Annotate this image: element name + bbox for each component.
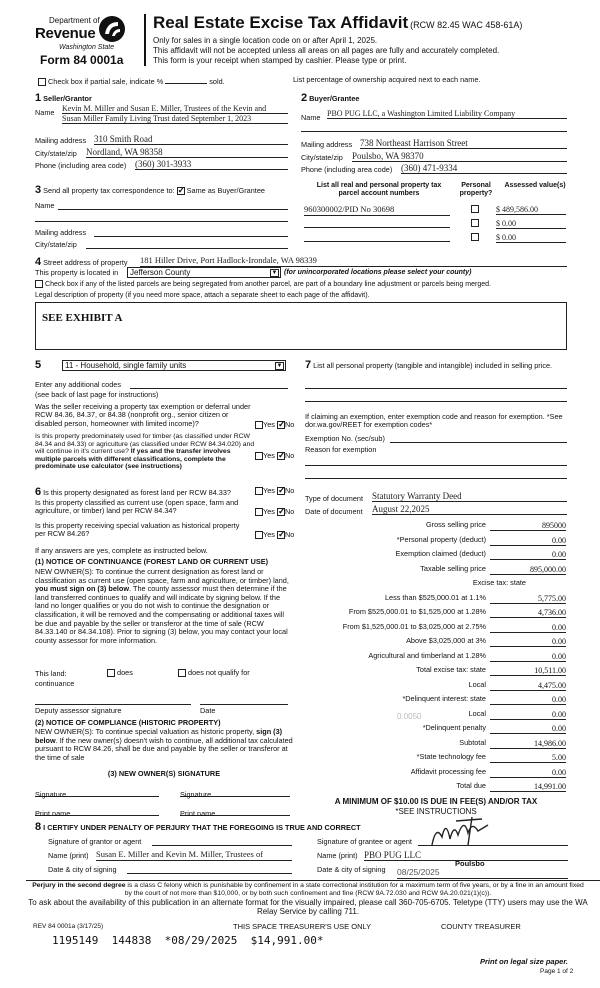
calc-label: From $525,000.01 to $1,525,000 at 1.28% <box>348 607 486 616</box>
calc-value[interactable]: 0.00 <box>490 623 566 633</box>
yes-label: Yes <box>263 451 275 460</box>
print-name-label-2: Print name <box>180 809 216 818</box>
county-treasurer-label: COUNTY TREASURER <box>441 922 521 931</box>
calc-value[interactable]: 0.00 <box>490 637 566 647</box>
grantee-date-city-label: Date & city of signing <box>317 865 386 874</box>
parcel-number-1[interactable]: 960300002/PID No 30698 <box>304 205 450 216</box>
sig-grantee-field[interactable] <box>418 845 568 846</box>
s6-q3-no-checkbox[interactable] <box>277 531 285 539</box>
perjury-bold: Perjury in the second degree <box>32 882 126 889</box>
perjury-rest: is a class C felony which is punishable by confinement in a state correctional institution for a maximum term of five years, or by a fine in an amount fixed by the court of not more than $10,000, or by both such confinement and fine (RCW 9A.72.030 and RCW 9A.20.021(1)(c)). <box>124 882 584 897</box>
s6-q1-answers <box>255 487 294 495</box>
s5-q2-text: Is this property predominately used for timber (as classified under RCW 84.34 and 84.33) or agriculture (as classified under RCW 84.34.020) and will continue in it's current use? <box>35 433 255 456</box>
no-label: No <box>284 451 295 460</box>
s7-number: 7 <box>305 359 312 371</box>
grantee-name-label: Name (print) <box>317 851 358 860</box>
no-label: No <box>284 486 295 495</box>
addl-codes-field[interactable] <box>130 388 288 389</box>
legal-description-box[interactable] <box>35 302 567 350</box>
reason-label: Reason for exemption <box>305 445 377 454</box>
alt-format-text: To ask about the availability of this publication in an alternate format for the visually impaired, please call 360-705-6705. Teletype (TTY) users may use the WA Relay Service by calling 711. <box>28 898 588 916</box>
calc-row <box>310 739 566 750</box>
dor-logo <box>33 14 128 58</box>
notice2-c: . If the new owner(s) doesn't wish to continue, all additional tax calculated pursuant to RCW 84.26, shall be due and payable by the seller or transferor at the time of sale <box>35 735 293 762</box>
corr-name-line2[interactable] <box>35 221 288 222</box>
s6-q1-row <box>35 486 231 499</box>
s7-text: List all personal property (tangible and intangible) included in selling price. <box>313 361 553 370</box>
s7-line1[interactable] <box>305 388 567 389</box>
calc-label: Gross selling price <box>425 520 486 529</box>
s6-q2-yes-checkbox[interactable] <box>255 508 263 516</box>
reason-line2[interactable] <box>305 478 567 479</box>
s6-q3-yes-checkbox[interactable] <box>255 531 263 539</box>
calc-label: Local <box>468 679 486 689</box>
calc-label: Taxable selling price <box>420 563 486 573</box>
calc-value[interactable]: 5,775.00 <box>490 594 566 604</box>
grantor-name-label: Name (print) <box>48 851 89 860</box>
seller-phone-label: Phone (including area code) <box>35 161 127 170</box>
buyer-section-label: Buyer/Grantee <box>309 94 360 103</box>
corr-mail-field[interactable] <box>94 236 288 237</box>
does-row <box>107 669 133 677</box>
notice3-title: (3) NEW OWNER(S) SIGNATURE <box>107 769 221 778</box>
buyer-phone-field[interactable]: (360) 471-9334 <box>401 163 567 174</box>
doc-date-field[interactable]: August 22,2025 <box>372 504 567 515</box>
exempt-no-label: Exemption No. (sec/sub) <box>305 434 385 443</box>
grantee-city: Poulsbo <box>455 859 485 868</box>
grantor-date-city-label: Date & city of signing <box>48 865 117 874</box>
calc-value[interactable]: 0.00 <box>490 536 566 546</box>
deputy-date-label: Date <box>200 706 216 715</box>
footer-divider <box>26 880 600 881</box>
partial-sale-label: Check box if partial sale, indicate % <box>48 77 164 86</box>
seller-section-label: Seller/Grantor <box>43 94 92 103</box>
s7-header <box>305 359 567 372</box>
calc-label: *Personal property (deduct) <box>396 534 486 544</box>
buyer-name-field[interactable]: PBO PUG LLC, a Washington Limited Liability Company <box>327 109 567 119</box>
addl-codes-note: (see back of last page for instructions) <box>35 390 159 399</box>
local-rate: 0.0050 <box>397 712 422 721</box>
s5-q1-no-checkbox[interactable] <box>277 421 285 429</box>
county-select[interactable] <box>127 267 281 278</box>
grantee-date-field[interactable]: 08/25/2025 <box>397 868 568 879</box>
located-label: This property is located in <box>35 268 119 277</box>
buyer-mail-field[interactable]: 738 Northeast Harrison Street <box>360 138 567 149</box>
county-note: (for unincorporated locations please select your county) <box>284 269 472 276</box>
seller-section-title <box>35 92 92 105</box>
grantee-name-field[interactable]: PBO PUG LLC <box>364 850 568 861</box>
s4-number: 4 <box>35 256 42 268</box>
buyer-section-title <box>301 92 359 105</box>
street-row <box>35 256 128 269</box>
calc-row <box>310 768 566 779</box>
reason-line1[interactable] <box>305 465 567 466</box>
calc-value[interactable]: 4,736.00 <box>490 608 566 618</box>
parcel-personal-checkbox-3[interactable] <box>471 233 479 241</box>
grantor-date-city-field[interactable] <box>127 873 292 874</box>
calc-label: Less than $525,000.01 at 1.1% <box>384 592 486 602</box>
parcel-header-assessed: Assessed value(s) <box>504 182 566 189</box>
corr-mail-label: Mailing address <box>35 228 87 237</box>
calc-value[interactable]: 14,986.00 <box>490 739 566 749</box>
calc-row <box>310 652 566 663</box>
notice1-c: . The county assessor must then determine if the land transferred continues to qualify and will indicate by signing below. If the land no longer qualifies or you do not wish to continue the designation or classification, it will be removed and the compensating or additional taxes will be due and payable by the seller or transferor at the time of sale (RCW 84.33.140 or 84.34.108). Prior to signing (3) below, you may contact your local county assessor for more information. <box>35 584 288 645</box>
calc-label: Agricultural and timberland at 1.28% <box>368 650 486 660</box>
s5-q1-yes-checkbox[interactable] <box>255 421 263 429</box>
s7-line2[interactable] <box>305 401 567 402</box>
s5-q2-answers <box>255 452 294 460</box>
buyer-mail-label: Mailing address <box>301 140 353 149</box>
chevron-down-icon[interactable]: ▼ <box>271 270 278 276</box>
calc-label: *Delinquent penalty <box>422 723 486 732</box>
calc-row <box>310 565 566 576</box>
calc-label: *State technology fee <box>416 752 486 761</box>
signature-label-2: Signature <box>180 790 212 799</box>
print-name-label-1: Print name <box>35 809 71 818</box>
notice1-b: you must sign on (3) below <box>35 584 130 594</box>
street-label: Street address of property <box>43 258 128 267</box>
notice1-a: NEW OWNER(S): To continue the current designation as forest land or classification as current use (open space, farm and agriculture, or timber) land, <box>35 567 289 585</box>
notice2-b: sign (3) below <box>35 727 283 745</box>
calc-row <box>310 536 566 547</box>
partial-sale-checkbox[interactable] <box>38 78 46 86</box>
calc-label: Above $3,025,000 at 3% <box>406 636 486 645</box>
perjury-text <box>28 882 588 898</box>
notice1-text <box>35 568 293 645</box>
calc-row <box>310 579 566 590</box>
notice2-title: (2) NOTICE OF COMPLIANCE (HISTORIC PROPERTY) <box>35 718 221 727</box>
s5-q1-answers <box>255 421 294 429</box>
street-field[interactable]: 181 Hiller Drive, Port Hadlock-Irondale, WA 98339 <box>140 256 567 267</box>
s5-q2-no-checkbox[interactable] <box>277 452 285 460</box>
calc-value[interactable]: 0.00 <box>490 768 566 778</box>
parcel-personal-checkbox-2[interactable] <box>471 219 479 227</box>
s6-q2-no-checkbox[interactable] <box>277 508 285 516</box>
s8-number: 8 <box>35 821 42 833</box>
calc-value[interactable]: 0.00 <box>490 652 566 662</box>
doesnot-row <box>178 669 250 677</box>
see-instructions: *SEE INSTRUCTIONS <box>395 807 477 816</box>
signature-label-1: Signature <box>35 790 67 799</box>
dor-emblem-icon <box>97 14 127 44</box>
seller-phone-field[interactable]: (360) 301-3933 <box>135 159 288 170</box>
parcel-number-2[interactable] <box>304 219 450 228</box>
legal-label: Legal description of property (if you need more space, attach a separate sheet to each page of the affidavit). <box>35 292 370 299</box>
no-label: No <box>284 420 295 429</box>
partial-sale-percent-field[interactable] <box>165 76 207 84</box>
header-sub1: Only for sales in a single location code on or after April 1, 2025. <box>153 36 378 45</box>
deputy-signature-label: Deputy assessor signature <box>35 706 122 715</box>
calc-label: Exemption claimed (deduct) <box>395 549 486 558</box>
header-sub3 <box>153 56 406 65</box>
form-title-text: Real Estate Excise Tax Affidavit <box>153 13 409 32</box>
calc-label: Affidavit processing fee <box>410 766 486 776</box>
calc-row <box>310 521 566 532</box>
calc-label: Local <box>468 708 486 718</box>
corr-city-field[interactable] <box>86 248 288 249</box>
calc-label: *Delinquent interest: state <box>402 694 486 703</box>
calc-value[interactable]: 0.00 <box>490 710 566 720</box>
seller-mail-label: Mailing address <box>35 136 87 145</box>
calc-value[interactable]: 0.00 <box>490 695 566 705</box>
calc-row <box>310 594 566 605</box>
yes-label: Yes <box>263 530 275 539</box>
buyer-name-line2[interactable] <box>301 131 567 132</box>
buyer-city-label: City/state/zip <box>301 153 343 162</box>
legal-description-text: SEE EXHIBIT A <box>42 312 123 324</box>
calc-value[interactable]: 5.00 <box>490 753 566 763</box>
s6-q2-answers <box>255 508 294 516</box>
parcel-header-numbers: List all real and personal property tax parcel account numbers <box>316 182 442 198</box>
buyer-section-number: 2 <box>301 92 308 104</box>
parcel-assessed-2[interactable]: $ 0.00 <box>496 219 566 229</box>
s5-q2 <box>35 433 257 471</box>
corr-text: Send all property tax correspondence to: <box>43 186 175 195</box>
header-sub3-text: This form is your receipt when stamped by cashier. Please type or print. <box>153 56 407 65</box>
doc-type-label: Type of document <box>305 494 364 503</box>
calc-label: Subtotal <box>459 737 486 747</box>
parcel-personal-checkbox-1[interactable] <box>471 205 479 213</box>
segregated-row <box>35 280 491 289</box>
s6-q1-no-checkbox[interactable] <box>277 487 285 495</box>
calc-value[interactable]: 895000 <box>490 521 566 531</box>
notice2-text <box>35 728 293 762</box>
ownership-note: List percentage of ownership acquired next to each name. <box>293 75 481 84</box>
notice2-a: NEW OWNER(S): To continue special valuation as historic property, <box>35 727 257 736</box>
yes-label: Yes <box>263 507 275 516</box>
corr-name-label: Name <box>35 201 55 210</box>
does-label: does <box>117 668 133 677</box>
corr-section-number: 3 <box>35 184 42 196</box>
calc-value[interactable]: 10,511.00 <box>490 666 566 676</box>
dept-line2: Revenue <box>35 25 96 42</box>
sig-grantee-label: Signature of grantee or agent <box>317 837 412 846</box>
yes-label: Yes <box>263 486 275 495</box>
calc-label: Excise tax: state <box>472 578 526 587</box>
same-as-buyer-label: Same as Buyer/Grantee <box>186 186 265 195</box>
thisland-label: This land: <box>35 669 67 678</box>
calc-row <box>310 782 566 793</box>
calc-value[interactable]: 895,000.00 <box>490 565 566 575</box>
calc-label: From $1,525,000.01 to $3,025,000 at 2.75% <box>342 621 486 631</box>
legal-paper-note: Print on legal size paper. <box>480 957 568 966</box>
dept-line3: Washington State <box>59 44 115 51</box>
segregated-checkbox[interactable] <box>35 280 43 288</box>
notice1-title: (1) NOTICE OF CONTINUANCE (FOREST LAND OR CURRENT USE) <box>35 557 269 566</box>
s5-q1: Was the seller receiving a property tax exemption or deferral under RCW 84.36, 84.37, or 84.38 (nonprofit org., senior citizen or disabled person, homeowner with limited income)? <box>35 402 251 428</box>
buyer-city-field[interactable]: Poulsbo, WA 98370 <box>352 151 567 162</box>
sig-grantor-label: Signature of grantor or agent <box>48 837 142 846</box>
grantor-name-field[interactable]: Susan E. Miller and Kevin M. Miller, Trustees of <box>96 850 292 861</box>
calc-value[interactable]: 0.00 <box>490 550 566 560</box>
parcel-number-3[interactable] <box>304 233 450 242</box>
s6-q1: Is this property designated as forest land per RCW 84.33? <box>43 488 231 497</box>
s5-q2-yes-checkbox[interactable] <box>255 452 263 460</box>
calc-label: Total excise tax: state <box>416 665 486 674</box>
seller-city-label: City/state/zip <box>35 149 77 158</box>
seller-mail-field[interactable]: 310 Smith Road <box>94 134 288 145</box>
s5-number: 5 <box>35 359 42 371</box>
calc-row <box>310 666 566 677</box>
calc-value[interactable]: 0.00 <box>490 724 566 734</box>
seller-section-number: 1 <box>35 92 42 104</box>
partial-sale-row <box>38 76 225 86</box>
buyer-phone-label: Phone (including area code) <box>301 165 393 174</box>
yes-label: Yes <box>263 420 275 429</box>
sig-grantor-field[interactable] <box>152 845 292 846</box>
s6-q3: Is this property receiving special valuation as historical property per RCW 84.26? <box>35 521 240 539</box>
does-checkbox[interactable] <box>107 669 115 677</box>
same-as-buyer-checkbox[interactable] <box>177 187 185 195</box>
calc-row <box>310 637 566 648</box>
form-title <box>153 13 522 33</box>
doesnot-label: does not qualify for <box>188 668 250 677</box>
seller-name-line1[interactable]: Kevin M. Miller and Susan E. Miller, Trustees of the Kevin and <box>62 104 288 114</box>
s8-title: I CERTIFY UNDER PENALTY OF PERJURY THAT THE FOREGOING IS TRUE AND CORRECT <box>43 823 361 832</box>
buyer-name-label: Name <box>301 113 321 122</box>
s6-q2: Is this property classified as current use (open space, farm and agriculture, or timber) land per RCW 84.34? <box>35 498 239 516</box>
corr-name-field[interactable] <box>58 209 288 210</box>
land-use-select-value: 11 - Household, single family units <box>65 361 187 370</box>
exempt-text: If claiming an exemption, enter exemption code and reason for exemption. *See dor.wa.gov/REET for exemption codes* <box>305 412 563 430</box>
calc-row <box>310 681 566 692</box>
calc-row <box>310 695 566 706</box>
s5-q2-bold: If yes and the transfer involves multiple parcels with different classifications, complete the predominate use calculator (see instructions) <box>35 448 231 471</box>
no-label: No <box>284 507 295 516</box>
calc-row <box>310 710 566 721</box>
deputy-date-line[interactable] <box>200 704 288 705</box>
addl-codes-label: Enter any additional codes <box>35 380 121 389</box>
calc-value[interactable]: 14,991.00 <box>490 782 566 792</box>
no-label: No <box>284 530 295 539</box>
calc-row <box>310 753 566 764</box>
page-number: Page 1 of 2 <box>540 968 574 975</box>
county-select-value: Jefferson County <box>130 268 191 277</box>
parcel-assessed-1[interactable]: $ 489,586.00 <box>496 205 566 215</box>
calc-row <box>310 623 566 634</box>
exempt-no-field[interactable] <box>390 442 567 443</box>
parcel-assessed-3[interactable]: $ 0.00 <box>496 233 566 243</box>
corr-city-label: City/state/zip <box>35 240 77 249</box>
receipt-stamp: 1195149 144838 *08/29/2025 $14,991.00* <box>52 934 324 947</box>
calc-row <box>310 550 566 561</box>
rev-label: REV 84 0001a (3/17/25) <box>33 923 104 930</box>
doc-type-field[interactable]: Statutory Warranty Deed <box>372 491 567 502</box>
s6-q1-yes-checkbox[interactable] <box>255 487 263 495</box>
s8-title-row <box>35 821 361 834</box>
treasurer-label: THIS SPACE TREASURER'S USE ONLY <box>233 922 372 931</box>
continuance-label: continuance <box>35 679 75 688</box>
grantee-signature-image <box>428 815 492 849</box>
dept-line1: Department of <box>49 16 100 25</box>
calc-row <box>310 724 566 735</box>
seller-name-label: Name <box>35 108 55 117</box>
calc-label: Total due <box>456 781 486 790</box>
parcel-header-personal: Personal property? <box>459 182 493 198</box>
minimum-notice: A MINIMUM OF $10.00 IS DUE IN FEE(S) AND/OR TAX <box>334 797 538 806</box>
s6-q3-answers <box>255 531 294 539</box>
header-sub2: This affidavit will not be accepted unless all areas on all pages are fully and accurately completed. <box>153 46 500 55</box>
correspondence-row <box>35 184 265 197</box>
header-divider <box>144 14 146 66</box>
segregated-label: Check box if any of the listed parcels are being segregated from another parcel, are part of a boundary line adjustment or parcels being merged. <box>45 281 491 288</box>
chevron-down-icon[interactable]: ▼ <box>276 363 283 369</box>
deputy-signature-line[interactable] <box>35 704 191 705</box>
seller-city-field[interactable]: Nordland, WA 98358 <box>86 147 288 158</box>
doesnot-checkbox[interactable] <box>178 669 186 677</box>
form-rcw: (RCW 82.45 WAC 458-61A) <box>410 20 523 30</box>
form-number: Form 84 0001a <box>40 53 124 67</box>
s6-ifany: If any answers are yes, complete as instructed below. <box>35 546 208 555</box>
partial-sale-sold: sold. <box>209 77 225 86</box>
s6-number: 6 <box>35 486 42 498</box>
calc-value[interactable]: 4,475.00 <box>490 681 566 691</box>
doc-date-label: Date of document <box>305 507 363 516</box>
seller-name-line2[interactable]: Susan Miller Family Living Trust dated September 1, 2023 <box>62 114 288 124</box>
land-use-select[interactable] <box>62 360 286 371</box>
calc-row <box>310 608 566 619</box>
